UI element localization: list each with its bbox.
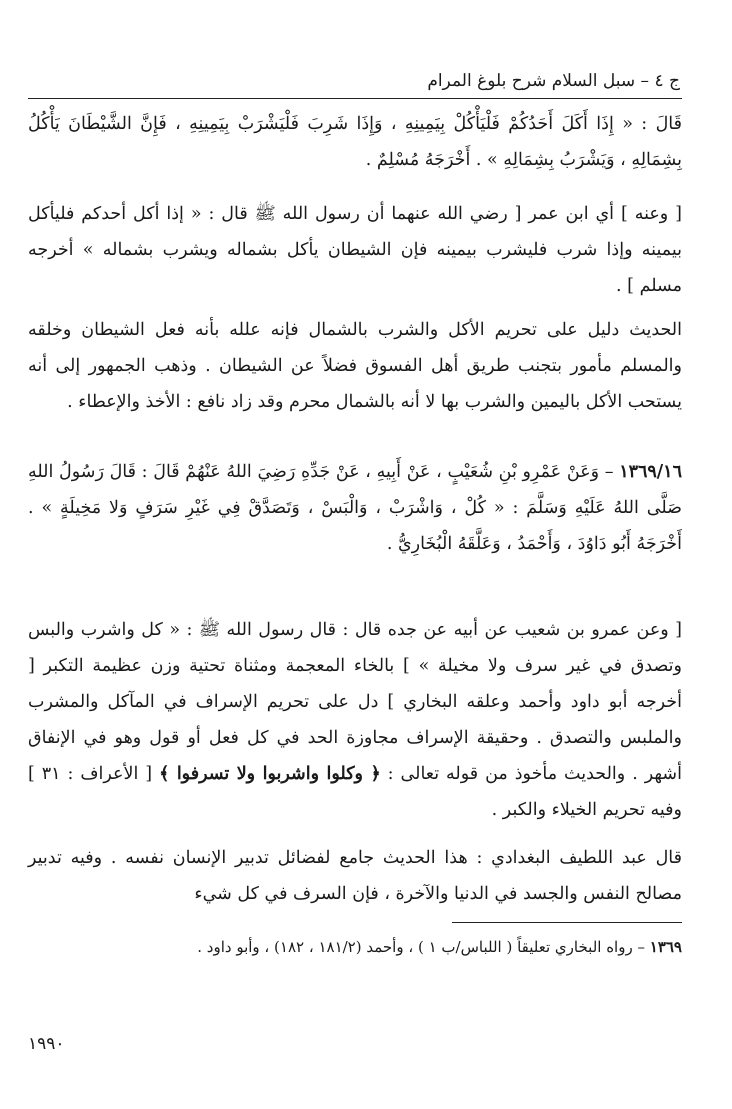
quran-verse: ﴿ وكلوا واشربوا ولا تسرفوا ﴾ [159, 764, 381, 784]
commentary-paragraph-4: قال عبد اللطيف البغدادي : هذا الحديث جامع لفضائل تدبير الإنسان نفسه . وفيه تدبير مصالح النفس والجسد في الدنيا والآخرة ، فإن السرف في كل شيء [28, 848, 682, 904]
page-number: ١٩٩٠ [28, 1034, 65, 1054]
footnote [28, 930, 682, 964]
hadith-text-continuation: قَالَ : « إِذَا أَكَلَ أَحَدُكُمْ فَلْيَأْكُلْ بِيَمِينِهِ ، وَإِذَا شَرِبَ فَلْيَشْرَبْ بِيَمِينِهِ ، فَإِنَّ الشَّيْطَانَ يَأْكُلُ بِشِمَالِهِ ، وَيَشْرَبُ بِشِمَالِهِ » . أَخْرَجَهُ مُسْلِمٌ . [28, 114, 682, 170]
commentary-paragraph-1: [ وعنه ] أي ابن عمر [ رضي الله عنهما أن رسول الله ﷺ قال : « إذا أكل أحدكم فليأكل بيمينه وإذا شرب فليشرب بيمينه فإن الشيطان يأكل بشماله ويشرب بشماله » أخرجه مسلم ] . [28, 204, 682, 296]
hadith-body: – وَعَنْ عَمْرِو بْنِ شُعَيْبٍ ، عَنْ أَبِيهِ ، عَنْ جَدِّهِ رَضِيَ اللهُ عَنْهُمْ قَالَ : قَالَ رَسُولُ اللهِ صَلَّى اللهُ عَلَيْهِ وَسَلَّمَ : « كُلْ ، وَاشْرَبْ ، وَالْبَسْ ، وَتَصَدَّقْ فِي غَيْرِ سَرَفٍ وَلا مَخِيلَةٍ » . أَخْرَجَهُ أَبُو دَاوُدَ ، وَأَحْمَدُ ، وَعَلَّقَهُ الْبُخَارِيُّ . [28, 462, 682, 554]
commentary-3-citation: [ الأعراف : ٣١ ] وفيه تحريم الخيلاء والكبر . [28, 764, 682, 820]
hadith-number: ١٣٦٩/١٦ [619, 462, 682, 482]
hadith-1369 [28, 454, 682, 562]
commentary-paragraph-2: الحديث دليل على تحريم الأكل والشرب بالشمال فإنه علله بأنه فعل الشيطان وخلقه والمسلم مأمور بتجنب طريق أهل الفسوق فضلاً عن الشيطان . وذهب الجمهور إلى أنه يستحب الأكل باليمين والشرب بها لا أنه بالشمال محرم وقد زاد نافع : الأخذ والإعطاء . [28, 320, 682, 412]
commentary-3-text: [ وعن عمرو بن شعيب عن أبيه عن جده قال : قال رسول الله ﷺ : « كل واشرب والبس وتصدق في غير سرف ولا مخيلة » ] بالخاء المعجمة ومثناة تحتية وزن عظيمة التكبر [ أخرجه أبو داود وأحمد وعلقه البخاري ] دل على تحريم الإسراف في المآكل والمشرب والملبس والتصدق . وحقيقة الإسراف مجاوزة الحد في كل فعل أو قول وهو في الإنفاق أشهر . والحديث مأخوذ من قوله تعالى : [28, 620, 682, 784]
footnote-divider [452, 922, 682, 923]
footnote-text: – رواه البخاري تعليقاً ( اللباس/ب ١ ) ، وأحمد (١٨١/٢ ، ١٨٢) ، وأبو داود . [197, 938, 645, 956]
commentary-paragraph-3 [28, 612, 682, 828]
footnote-number: ١٣٦٩ [649, 938, 682, 956]
book-page [28, 0, 682, 1109]
running-header: ج ٤ – سبل السلام شرح بلوغ المرام [28, 64, 682, 99]
